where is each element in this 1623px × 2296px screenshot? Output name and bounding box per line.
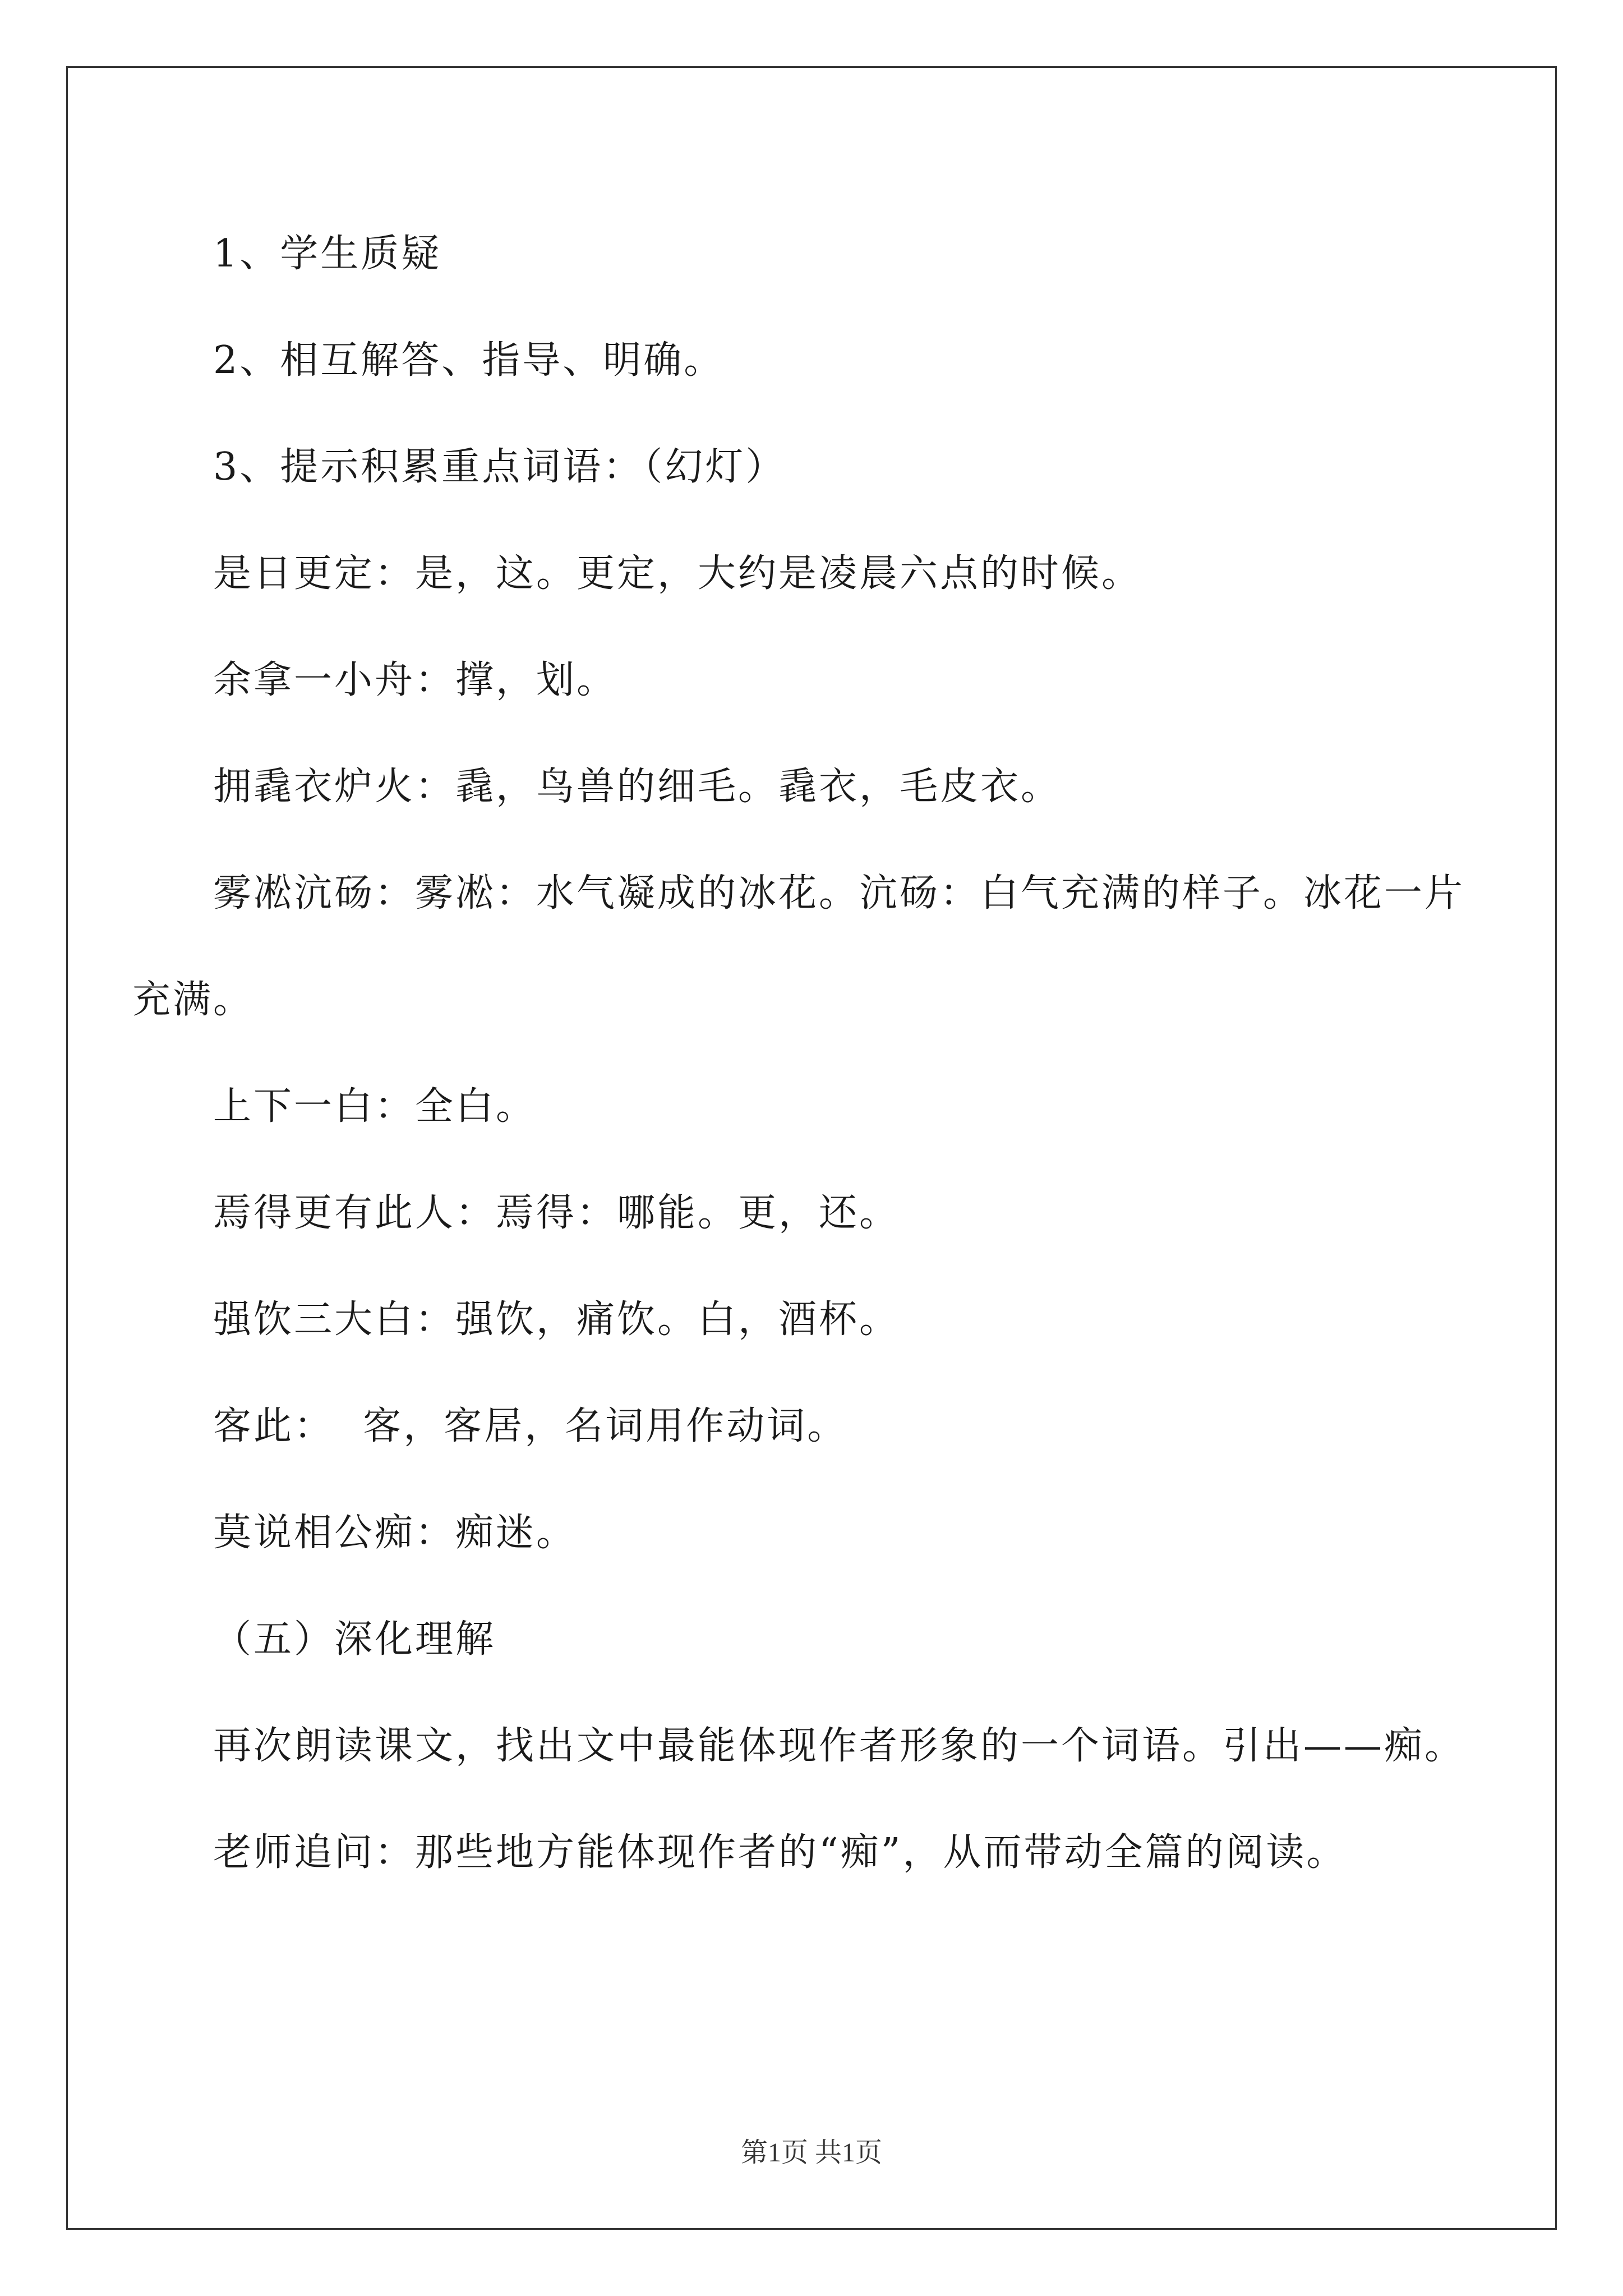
paragraph: 强饮三大白：强饮，痛饮。白，酒杯。: [213, 1297, 900, 1342]
paragraph: 上下一白：全白。: [213, 1084, 537, 1129]
page-number-footer: 第1页 共1页: [740, 2138, 882, 2168]
section-heading: （五）深化理解: [213, 1617, 496, 1662]
document-body: [132, 201, 1496, 1906]
paragraph: 余拿一小舟：撑，划。: [213, 658, 617, 702]
paragraph: 客此： 客，客居，名词用作动词。: [213, 1404, 848, 1448]
paragraph: 2、相互解答、指导、明确。: [213, 338, 725, 383]
paragraph: 莫说相公痴：痴迷。: [213, 1511, 577, 1555]
paragraph: 3、提示积累重点词语：（幻灯）: [213, 445, 786, 489]
paragraph: 雾凇沆砀：雾凇：水气凝成的冰花。沆砀：白气充满的样子。冰花一片充满。: [132, 871, 1465, 1022]
paragraph: 再次朗读课文，找出文中最能体现作者形象的一个词语。引出——痴。: [213, 1724, 1465, 1768]
paragraph: 是日更定：是，这。更定，大约是凌晨六点的时候。: [213, 551, 1142, 596]
paragraph: 拥毳衣炉火：毳，鸟兽的细毛。毳衣，毛皮衣。: [213, 765, 1062, 809]
paragraph: 焉得更有此人：焉得：哪能。更，还。: [213, 1191, 900, 1235]
paragraph: 老师追问：那些地方能体现作者的“痴”，从而带动全篇的阅读。: [213, 1830, 1347, 1875]
paragraph: 1、学生质疑: [213, 232, 442, 276]
